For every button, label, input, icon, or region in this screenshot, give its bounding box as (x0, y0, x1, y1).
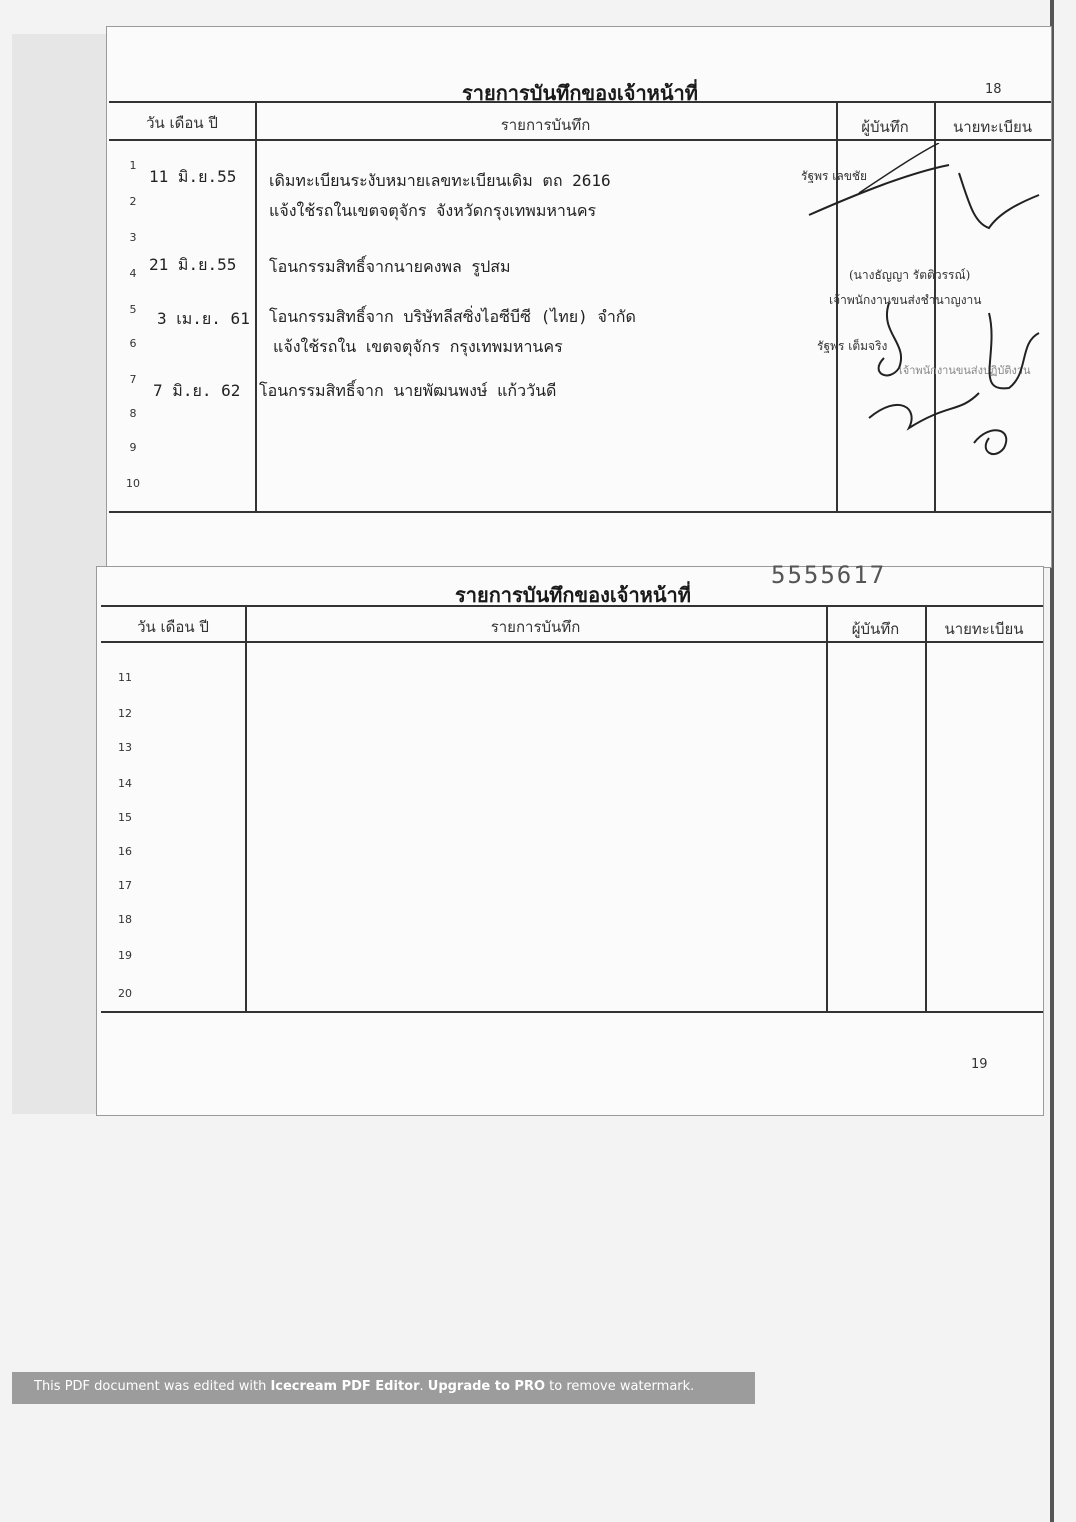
officer-name: (นางธัญญา รัตติวรรณ์) (849, 268, 971, 282)
col-divider-date (255, 103, 257, 511)
recorder-name-2: รัฐพร เต็มจริง (817, 339, 888, 353)
officer-title: เจ้าพนักงานขนส่งชำนาญงาน (829, 293, 982, 307)
row-number: 11 (118, 671, 132, 684)
row-number: 3 (129, 231, 137, 244)
signature-stroke (859, 143, 939, 193)
page-number: 18 (985, 82, 1002, 97)
page-number: 19 (971, 1057, 988, 1072)
entry-text: แจ้งใช้รถในเขตจตุจักร จังหวัดกรุงเทพมหานคร (269, 201, 597, 220)
row-number: 19 (118, 949, 132, 962)
row-number: 8 (129, 407, 137, 420)
stamp-text: เจ้าพนักงานขนส่งปฏิบัติงาน (899, 364, 1031, 377)
row-number: 5 (129, 303, 137, 316)
entry-date: 11 มิ.ย.55 (149, 167, 237, 186)
header-date: วัน เดือน ปี (146, 114, 218, 132)
row-number: 10 (126, 477, 140, 490)
header-recorder: ผู้บันทึก (861, 118, 909, 136)
row-number: 14 (118, 777, 132, 790)
header-recorder: ผู้บันทึก (851, 620, 900, 638)
recorder-name: รัฐพร เลขชัย (801, 169, 868, 183)
signature-stroke (809, 165, 949, 215)
signature-stroke (959, 173, 1039, 228)
entry-date: 7 มิ.ย. 62 (153, 381, 241, 400)
header-date: วัน เดือน ปี (137, 618, 209, 636)
row-number: 18 (118, 913, 132, 926)
entry-text: โอนกรรมสิทธิ์จาก บริษัทลีสซิ่งไอซีบีซี (ไทย) จำกัด (269, 307, 636, 326)
signature-stroke (869, 393, 979, 428)
header-registrar: นายทะเบียน (952, 118, 1033, 136)
handwritten-signatures (799, 143, 1049, 463)
row-number: 7 (129, 373, 137, 386)
row-number: 12 (118, 707, 132, 720)
watermark-text (34, 1379, 694, 1394)
row-number: 9 (129, 441, 137, 454)
col-divider-date (245, 607, 247, 1011)
signature-stroke (879, 303, 901, 375)
record-table (109, 101, 1051, 513)
serial-number: 5555617 (771, 561, 887, 589)
header-entry: รายการบันทึก (500, 116, 591, 134)
row-number: 13 (118, 741, 132, 754)
entry-text: แจ้งใช้รถใน เขตจตุจักร กรุงเทพมหานคร (273, 337, 563, 356)
row-number: 1 (129, 159, 137, 172)
signature-stroke (974, 430, 1006, 454)
entry-text: โอนกรรมสิทธิ์จาก นายพัฒนพงษ์ แก้ววันดี (259, 381, 557, 400)
entry-text: เดิมทะเบียนระงับหมายเลขทะเบียนเดิม ตถ 2616 (269, 171, 611, 190)
record-sheet-bottom (96, 561, 1044, 1116)
watermark-upgrade: Upgrade to PRO (427, 1379, 546, 1394)
watermark-product: Icecream PDF Editor (270, 1379, 420, 1394)
col-divider-recorder (925, 607, 927, 1011)
row-number: 17 (118, 879, 132, 892)
watermark-prefix: This PDF document was edited with (34, 1379, 271, 1394)
header-registrar: นายทะเบียน (944, 620, 1024, 638)
entry-date: 3 เม.ย. 61 (157, 309, 250, 328)
watermark-sep: . (419, 1379, 428, 1394)
entry-date: 21 มิ.ย.55 (149, 255, 237, 274)
record-sheet-top (106, 26, 1052, 568)
pdf-editor-watermark (12, 1372, 755, 1404)
record-table (101, 605, 1043, 1013)
col-divider-entry (826, 607, 828, 1011)
signature-stroke (989, 313, 1039, 388)
header-divider (109, 139, 1051, 141)
sheet-title: รายการบันทึกของเจ้าหน้าที่ (455, 583, 691, 607)
row-number: 6 (129, 337, 137, 350)
row-number: 2 (129, 195, 137, 208)
sheet-title: รายการบันทึกของเจ้าหน้าที่ (462, 81, 698, 105)
row-number: 15 (118, 811, 132, 824)
watermark-suffix: to remove watermark. (545, 1379, 695, 1394)
row-number: 20 (118, 987, 132, 1000)
row-number: 16 (118, 845, 132, 858)
row-number: 4 (129, 267, 137, 280)
entry-text: โอนกรรมสิทธิ์จากนายคงพล รูปสม (269, 257, 511, 276)
header-divider (101, 641, 1043, 643)
header-entry: รายการบันทึก (490, 618, 581, 636)
